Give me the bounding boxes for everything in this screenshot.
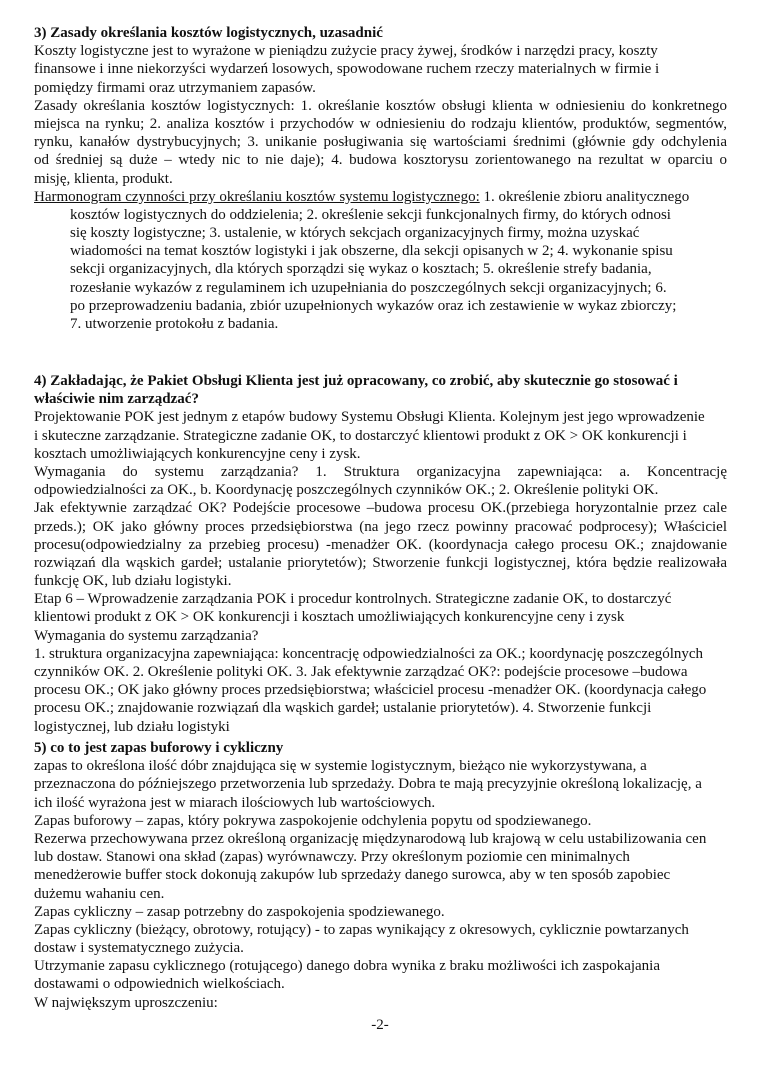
section-heading: właściwie nim zarządzać? (34, 391, 199, 408)
text-line: dużemu wahaniu cen. (34, 885, 165, 902)
text-line: Wymagania do systemu zarządzania? (34, 627, 259, 644)
text-line: przeznaczona do późniejszego przetworzenia lub sprzedaży. Dobra te mają precyzyjnie określoną lokalizację, a (34, 776, 702, 793)
text-line: Jak efektywnie zarządzać OK? Podejście procesowe –budowa procesu OK.(przebiega horyzontalnie przez cale (34, 500, 727, 517)
text-line: Koszty logistyczne jest to wyrażone w pieniądzu zużycie pracy żywej, środków i narzędzi pracy, koszty (34, 43, 658, 60)
text-line: rozwiązań dla wąskich gardeł; ustalanie priorytetów); Stworzenie funkcji logistycznej, która będzie realizowała (34, 554, 727, 571)
text-line: Wymagania do systemu zarządzania? 1. Struktura organizacyjna zapewniająca: a. Koncentrację (34, 463, 727, 480)
text-line: misję, klienta, produkt. (34, 170, 173, 187)
text-line: procesu(odpowiedzialny za przebieg procesu) -menadżer OK. (koordynacja całego procesu OK.; znajdowanie (34, 536, 727, 553)
section-5 (34, 739, 727, 1012)
text-line: finansowe i inne niekorzyści wydarzeń losowych, spowodowane ruchem rzeczy materialnych w firmie i (34, 61, 660, 78)
text-line: kosztów logistycznych do oddzielenia; 2. określenie sekcji funkcjonalnych firmy, do których odnosi (70, 206, 671, 223)
text-line: zapas to określona ilość dóbr znajdująca się w systemie logistycznym, bieżąco nie wykorzystywana, a (34, 758, 647, 775)
page-number: -2- (371, 1017, 389, 1033)
text-line: Etap 6 – Wprowadzenie zarządzania POK i procedur kontrolnych. Strategiczne zadanie OK, to dostarczyć (34, 591, 672, 608)
text-line: procesu OK.; znajdowanie rozwiązań dla wąskich gardeł; ustalanie priorytetów). 4. Stworzenie funkcji (34, 700, 652, 717)
section-heading: 3) Zasady określania kosztów logistycznych, uzasadnić (34, 25, 383, 41)
section-heading: 4) Zakładając, że Pakiet Obsługi Klienta jest już opracowany, co zrobić, aby skutecznie go stosować i (34, 373, 678, 389)
text-line: Zapas cykliczny (bieżący, obrotowy, rotujący) - to zapas wynikający z okresowych, cyklicznie powtarzanych (34, 921, 689, 938)
text-line: sekcji organizacyjnych, dla których sporządzi się wykaz o kosztach; 5. określenie strefy badania, (70, 261, 652, 278)
text-line: Zapas cykliczny – zasap potrzebny do zaspokojenia spodziewanego. (34, 903, 445, 920)
text-line: miejsca na rynku; 2. analiza kosztów i przychodów w odniesieniu do rodzaju klientów, produktów, segmentów, (34, 115, 727, 132)
text-line: ich ilość wyrażona jest w miarach ilościowych lub wartościowych. (34, 794, 436, 811)
text-line: wiadomości na temat kosztów logistyki i jak obszerne, dla sekcji opisanych w 2; 4. wykonanie spisu (70, 243, 673, 260)
section-heading: 5) co to jest zapas buforowy i cykliczny (34, 740, 284, 756)
text-line: dostaw i systematycznego zużycia. (34, 940, 244, 957)
text-line: procesu OK.; OK jako główny proces przedsiębiorstwa; właściciel procesu -menadżer OK. (koordynacja całego (34, 682, 707, 699)
text-line: funkcję OK, lub działu logistyki. (34, 573, 232, 590)
text-line: dostawami o odpowiednich wielkościach. (34, 976, 285, 993)
text-line: rozesłanie wykazów z regulaminem ich uzupełniania do poszczególnych sekcji organizacyjnych; 6. (70, 279, 667, 296)
text-line: się koszty logistyczne; 3. ustalenie, w których sekcjach organizacyjnych firmy, można uzyskać (70, 225, 640, 242)
text-line: odpowiedzialności za OK., b. Koordynację poszczególnych czynników OK.; 2. Określenie polityki OK. (34, 482, 659, 499)
text-line: Utrzymanie zapasu cyklicznego (rotującego) danego dobra wynika z braku możliwości ich zaspokajania (34, 958, 661, 975)
harmonogram-label: Harmonogram czynności przy określaniu kosztów systemu logistycznego: (34, 188, 480, 205)
harmonogram-line (34, 188, 727, 206)
text-line: 7. utworzenie protokołu z badania. (70, 316, 279, 332)
text-line: Projektowanie POK jest jednym z etapów budowy Systemu Obsługi Klienta. Kolejnym jest jego wprowadzenie (34, 409, 705, 426)
text-line: klientowi produkt z OK > OK konkurencji i kosztach umożliwiających konkurencyjne ceny i zysk (34, 609, 625, 626)
section-4 (34, 372, 727, 736)
text-line: rynku, kanałów dystrybucyjnych; 3. unikanie posługiwania się wartościami średnimi (głównie gdy odchylenia (34, 134, 727, 151)
text-line: kosztach umożliwiających konkurencyjne ceny i zysk. (34, 445, 361, 462)
text-line: po przeprowadzeniu badania, zbiór uzupełnionych wykazów oraz ich zestawienie w wykaz zbiorczy; (70, 297, 677, 314)
text-line: i skuteczne zarządzanie. Strategiczne zadanie OK, to dostarczyć klientowi produkt z OK > OK konkurencji i (34, 427, 687, 444)
text-line: Zasady określania kosztów logistycznych: 1. określanie kosztów obsługi klienta w odniesieniu do konkretnego (34, 97, 727, 114)
text-span: 1. określenie zbioru analitycznego (479, 188, 690, 205)
text-line: logistycznej, lub działu logistyki (34, 718, 230, 735)
text-line: Rezerwa przechowywana przez określoną organizację międzynarodową lub krajową w celu ustabilizowania cen (34, 830, 707, 847)
text-line: Zapas buforowy – zapas, który pokrywa zaspokojenie odchylenia popytu od spodziewanego. (34, 812, 592, 829)
text-line: menedżerowie buffer stock dokonują zakupów lub sprzedaży danego surowca, aby w ten sposób zapobiec (34, 867, 671, 884)
text-line: od średniej są duże – wtedy nic to nie daje); 4. budowa kosztorysu zorientowanego na rezultat w oparciu o (34, 152, 727, 169)
text-line: lub dostaw. Stanowi ona skład (zapas) wyrównawczy. Przy określonym poziomie cen minimalnych (34, 849, 630, 866)
text-line: czynników OK. 2. Określenie polityki OK. 3. Jak efektywnie zarządzać OK?: podejście procesowe –budowa (34, 664, 688, 680)
section-3 (34, 24, 727, 333)
text-line: W największym uproszczeniu: (34, 994, 218, 1011)
text-line: 1. struktura organizacyjna zapewniająca: koncentrację odpowiedzialności za OK.; koordynację poszczególnych (34, 645, 704, 662)
text-line: przeds.); OK jako główny proces przedsiębiorstwa (na jego rzecz powinny pracować podprocesy); Właściciel (34, 518, 727, 535)
text-line: pomiędzy firmami oraz utrzymaniem zapasów. (34, 79, 316, 96)
